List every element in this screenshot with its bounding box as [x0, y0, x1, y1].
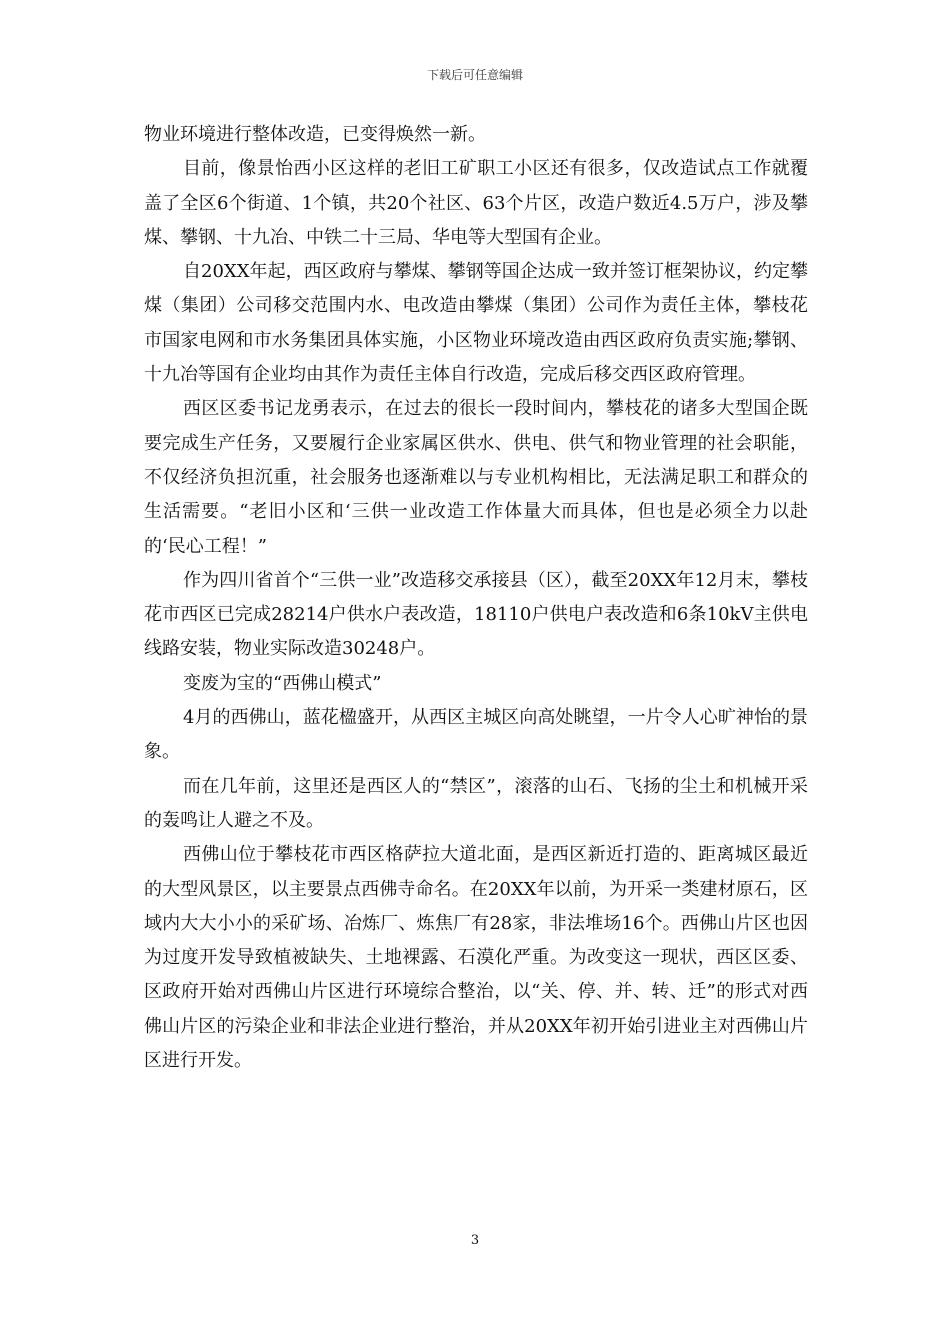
document-body — [144, 118, 808, 1078]
paragraph: 西区区委书记龙勇表示，在过去的很长一段时间内，攀枝花的诸多大型国企既要完成生产任务，又要履行企业家属区供水、供电、供气和物业管理的社会职能，不仅经济负担沉重，社会服务也逐渐难以与专业机构相比，无法满足职工和群众的生活需要。“老旧小区和‘三供一业改造工作体量大而具体，但也是必须全力以赴的‘民心工程！” — [144, 398, 808, 557]
paragraph: 而在几年前，这里还是西区人的“禁区”，滚落的山石、飞扬的尘土和机械开采的轰鸣让人避之不及。 — [144, 775, 808, 831]
paragraph: 目前，像景怡西小区这样的老旧工矿职工小区还有很多，仅改造试点工作就覆盖了全区6个街道、1个镇，共20个社区、63个片区，改造户数近4.5万户，涉及攀煤、攀钢、十九冶、中铁二十三局、华电等大型国有企业。 — [144, 158, 808, 248]
paragraph: 物业环境进行整体改造，已变得焕然一新。 — [144, 124, 486, 145]
page-number: 3 — [470, 1233, 480, 1248]
paragraph: 自20XX年起，西区政府与攀煤、攀钢等国企达成一致并签订框架协议，约定攀煤（集团）公司移交范围内水、电改造由攀煤（集团）公司作为责任主体，攀枝花市国家电网和市水务集团具体实施，小区物业环境改造由西区政府负责实施;攀钢、十九冶等国有企业均由其作为责任主体自行改造，完成后移交西区政府管理。 — [144, 261, 808, 386]
paragraph: 西佛山位于攀枝花市西区格萨拉大道北面，是西区新近打造的、距离城区最近的大型风景区，以主要景点西佛寺命名。在20XX年以前，为开采一类建材原石，区域内大大小小的采矿场、冶炼厂、炼焦厂有28家，非法堆场16个。西佛山片区也因为过度开发导致植被缺失、土地裸露、石漠化严重。为改变这一现状，西区区委、区政府开始对西佛山片区进行环境综合整治，以“关、停、并、转、迁”的形式对西佛山片区的污染企业和非法企业进行整治，并从20XX年初开始引进业主对西佛山片区进行开发。 — [144, 844, 808, 1072]
paragraph: 4月的西佛山，蓝花楹盛开，从西区主城区向高处眺望，一片令人心旷神怡的景象。 — [144, 707, 808, 763]
paragraph: 作为四川省首个“三供一业”改造移交承接县（区），截至20XX年12月末，攀枝花市西区已完成28214户供水户表改造，18110户供电户表改造和6条10kV主供电线路安装，物业实际改造30248户。 — [144, 569, 808, 660]
section-heading: 变废为宝的“西佛山模式” — [183, 672, 382, 694]
page-header: 下载后可任意编辑 — [426, 68, 523, 82]
